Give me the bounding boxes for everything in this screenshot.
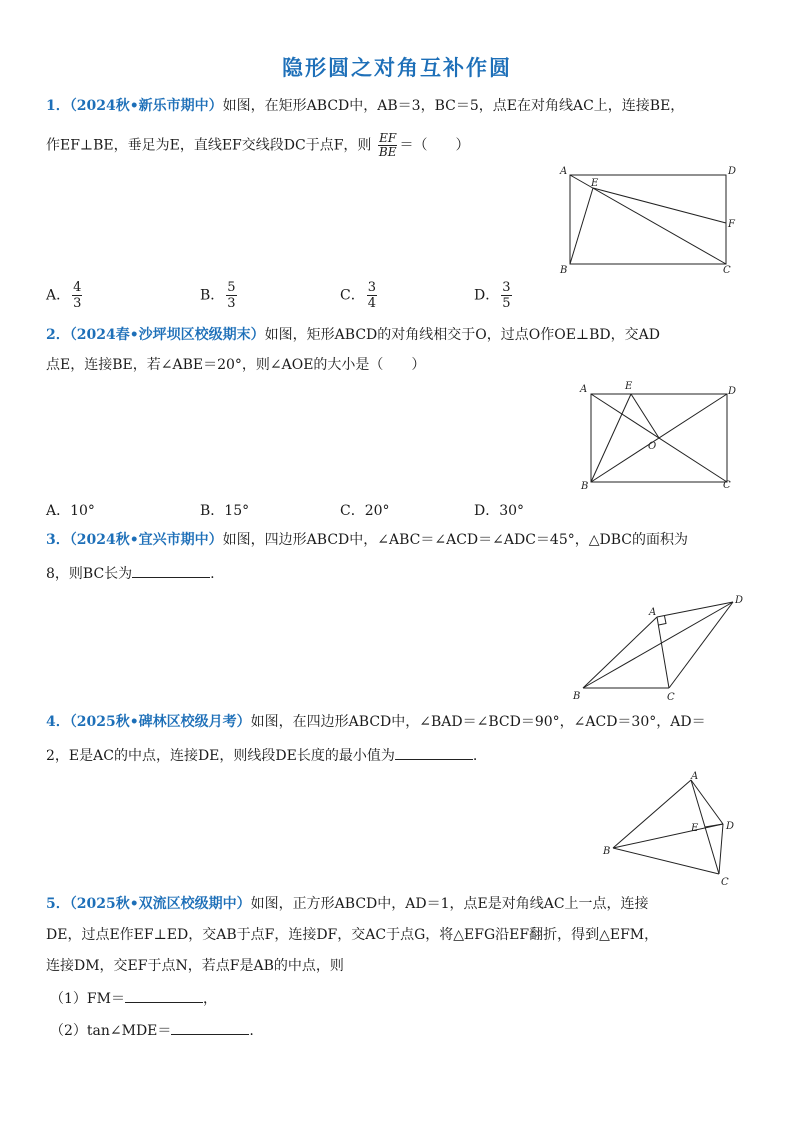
q4-text1: 如图，在四边形ABCD中，∠BAD＝∠BCD＝90°，∠ACD＝30°，AD＝	[250, 714, 706, 730]
q1-text3: ＝（ ）	[399, 137, 470, 154]
q2-number: 2．	[46, 327, 70, 343]
q1-option-a-frac	[72, 280, 82, 311]
q1-option-a[interactable]	[46, 280, 84, 311]
q4-line2	[46, 745, 477, 765]
q2-label-d: D	[728, 386, 737, 397]
q1-option-b-num: 5	[227, 280, 236, 295]
q3-label-c: C	[667, 692, 675, 703]
q3-answer-blank[interactable]	[132, 563, 210, 578]
q3-label-a: A	[649, 607, 657, 618]
q1-option-d-frac	[501, 280, 511, 311]
q1-label-e: E	[591, 178, 599, 189]
q1-option-a-num: 4	[73, 280, 82, 295]
q3-text3: .	[210, 566, 215, 582]
q2-label-b: B	[581, 481, 589, 491]
q3-text1: 如图，四边形ABCD中，∠ABC＝∠ACD＝∠ADC＝45°，△DBC的面积为	[222, 532, 688, 548]
q3-source: （2024秋•宜兴市期中）	[69, 532, 223, 548]
q1-label-f: F	[728, 219, 735, 230]
q5-source: （2025秋•双流区校级期中）	[69, 896, 251, 912]
q1-option-a-label: A．	[46, 287, 71, 304]
q3-label-d: D	[735, 595, 744, 606]
q1-source: （2024秋•新乐市期中）	[69, 98, 223, 114]
q4-answer-blank[interactable]	[395, 745, 473, 760]
q3-line1	[46, 531, 688, 549]
q1-option-d-den: 5	[502, 296, 511, 311]
q2-line1	[46, 326, 660, 344]
page-title: 隐形圆之对角互补作圆	[282, 55, 512, 80]
q5-sub1-post: ，	[202, 991, 217, 1007]
q3-line2	[46, 563, 215, 583]
q2-figure	[575, 376, 745, 491]
q1-fraction	[378, 132, 398, 159]
q1-option-b-label: B．	[200, 287, 225, 304]
q2-option-a[interactable]: A．10°	[46, 503, 95, 519]
q5-line3: 连接DM，交EF于点N，若点F是AB的中点，则	[46, 958, 344, 974]
q4-figure	[595, 768, 755, 888]
q4-text3: .	[472, 748, 478, 764]
q5-sub2-answer-blank[interactable]	[171, 1020, 249, 1035]
q3-number: 3．	[46, 532, 70, 548]
q2-label-e: E	[625, 381, 633, 392]
q1-option-b[interactable]	[200, 280, 239, 311]
q2-label-a: A	[580, 384, 588, 395]
q1-label-a: A	[560, 166, 568, 177]
q1-option-b-frac	[226, 280, 236, 311]
q1-frac-den: BE	[378, 145, 397, 159]
q2-line2: 点E，连接BE，若∠ABE＝20°，则∠AOE的大小是（ ）	[46, 357, 426, 373]
q1-option-d[interactable]	[474, 280, 514, 311]
q1-line2	[46, 132, 469, 159]
q1-option-c-den: 4	[367, 296, 376, 311]
q2-option-d[interactable]: D．30°	[474, 503, 525, 519]
q2-source: （2024春•沙坪坝区校级期末）	[69, 327, 265, 343]
q1-number: 1．	[46, 98, 70, 114]
q4-label-a: A	[691, 771, 699, 782]
q4-label-c: C	[721, 877, 729, 888]
q4-label-d: D	[726, 821, 735, 832]
q3-figure	[565, 590, 755, 705]
q1-figure	[555, 162, 750, 277]
q1-option-a-den: 3	[73, 296, 82, 311]
q2-option-b[interactable]: B．15°	[200, 503, 250, 519]
q4-label-e: E	[691, 823, 699, 834]
q1-label-b: B	[560, 265, 568, 276]
q5-sub1	[50, 988, 217, 1008]
q1-option-b-den: 3	[227, 296, 236, 311]
q1-option-c-label: C．	[340, 287, 365, 304]
q4-number: 4．	[46, 714, 70, 730]
q1-option-c-frac	[367, 280, 377, 311]
q1-text1: 如图，在矩形ABCD中，AB＝3，BC＝5，点E在对角线AC上，连接BE，	[222, 98, 685, 114]
q5-line1	[46, 895, 649, 913]
q1-line1	[46, 97, 684, 115]
q5-text1: 如图，正方形ABCD中，AD＝1，点E是对角线AC上一点，连接	[250, 896, 649, 912]
q1-label-d: D	[728, 166, 737, 177]
q5-sub2-text: （2）tan∠MDE＝	[50, 1023, 172, 1039]
q1-frac-num: EF	[379, 131, 397, 145]
q4-line1	[46, 713, 706, 731]
q5-sub1-text: （1）FM＝	[50, 991, 125, 1007]
q3-label-b: B	[573, 691, 581, 702]
q3-text2: 8，则BC长为	[46, 566, 133, 582]
q1-label-c: C	[723, 265, 731, 276]
q2-label-c: C	[723, 480, 731, 491]
q1-option-d-num: 3	[502, 280, 511, 295]
q1-text2: 作EF⊥BE，垂足为E，直线EF交线段DC于点F，则	[46, 137, 372, 154]
q5-sub1-answer-blank[interactable]	[125, 988, 203, 1003]
q4-label-b: B	[603, 846, 611, 857]
q2-label-o: O	[648, 441, 657, 452]
q1-option-c[interactable]	[340, 280, 379, 311]
q5-line2: DE，过点E作EF⊥ED，交AB于点F，连接DF，交AC于点G，将△EFG沿EF翻折，得到△EFM，	[46, 927, 659, 943]
q2-text1: 如图，矩形ABCD的对角线相交于O，过点O作OE⊥BD，交AD	[264, 327, 660, 343]
q5-sub2	[50, 1020, 254, 1040]
q4-source: （2025秋•碑林区校级月考）	[69, 714, 251, 730]
q1-option-d-label: D．	[474, 287, 500, 304]
q1-option-c-num: 3	[367, 280, 376, 295]
q4-text2: 2，E是AC的中点，连接DE，则线段DE长度的最小值为	[46, 748, 395, 764]
q5-sub2-post: .	[249, 1023, 254, 1039]
q2-option-c[interactable]: C．20°	[340, 503, 390, 519]
q5-number: 5．	[46, 896, 70, 912]
